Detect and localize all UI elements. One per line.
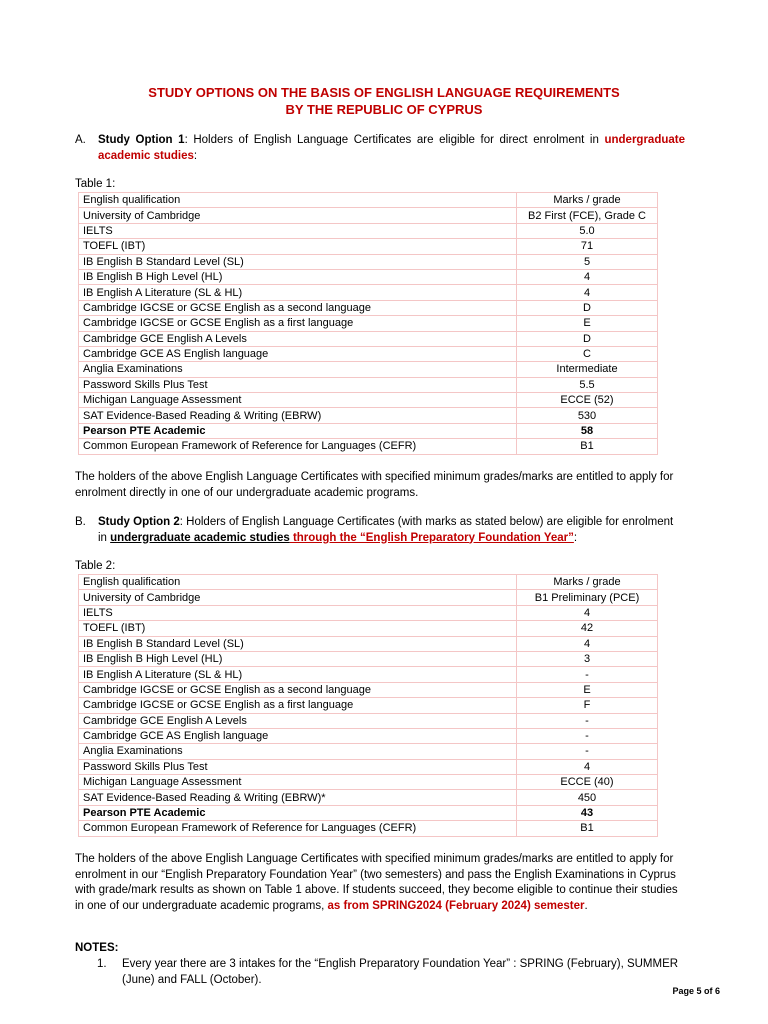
- mark-cell: 4: [517, 605, 658, 620]
- mark-cell: -: [517, 713, 658, 728]
- document-title: [0, 84, 768, 118]
- table-row: [79, 805, 658, 820]
- mark-cell: 42: [517, 621, 658, 636]
- qualification-cell: Common European Framework of Reference for Languages (CEFR): [79, 821, 517, 836]
- qualification-cell: Password Skills Plus Test: [79, 759, 517, 774]
- qualification-cell: Cambridge IGCSE or GCSE English as a first language: [79, 698, 517, 713]
- table-row: [79, 223, 658, 238]
- qualification-cell: TOEFL (IBT): [79, 239, 517, 254]
- option-b-underlined: undergraduate academic studies: [110, 531, 290, 544]
- mark-cell: ECCE (40): [517, 775, 658, 790]
- table-row: [79, 682, 658, 697]
- qualification-cell: IELTS: [79, 223, 517, 238]
- table2-label: Table 2:: [75, 560, 116, 572]
- mark-cell: 5: [517, 254, 658, 269]
- qualification-cell: Cambridge GCE English A Levels: [79, 331, 517, 346]
- option-a-marker: A.: [75, 134, 86, 146]
- paragraph-2-end: .: [584, 899, 588, 912]
- qualification-cell: Common European Framework of Reference for Languages (CEFR): [79, 439, 517, 454]
- table-row: [79, 636, 658, 651]
- qualification-cell: Michigan Language Assessment: [79, 393, 517, 408]
- qualification-cell: Cambridge GCE AS English language: [79, 346, 517, 361]
- table-row: [79, 316, 658, 331]
- paragraph-2: [75, 852, 685, 914]
- mark-cell: 5.5: [517, 377, 658, 392]
- qualification-cell: IELTS: [79, 605, 517, 620]
- table-row: [79, 698, 658, 713]
- title-line-2: BY THE REPUBLIC OF CYPRUS: [285, 102, 483, 117]
- table-row: [79, 651, 658, 666]
- table-row: [79, 300, 658, 315]
- mark-cell: Marks / grade: [517, 193, 658, 208]
- mark-cell: 71: [517, 239, 658, 254]
- option-b-end: :: [573, 531, 578, 544]
- qualification-cell: IB English A Literature (SL & HL): [79, 285, 517, 300]
- qualification-cell: IB English B High Level (HL): [79, 651, 517, 666]
- table-row: [79, 821, 658, 836]
- qualification-cell: IB English B Standard Level (SL): [79, 636, 517, 651]
- title-line-1: STUDY OPTIONS ON THE BASIS OF ENGLISH LANGUAGE REQUIREMENTS: [148, 85, 620, 100]
- table-row: [79, 439, 658, 454]
- study-option-2: [75, 515, 685, 546]
- mark-cell: D: [517, 331, 658, 346]
- qualification-cell: Cambridge IGCSE or GCSE English as a second language: [79, 682, 517, 697]
- table-1: [78, 192, 658, 455]
- qualification-cell: University of Cambridge: [79, 590, 517, 605]
- qualification-cell: English qualification: [79, 193, 517, 208]
- qualification-cell: Password Skills Plus Test: [79, 377, 517, 392]
- notes-item: [97, 957, 687, 988]
- mark-cell: 530: [517, 408, 658, 423]
- table-row: [79, 590, 658, 605]
- table-row: [79, 759, 658, 774]
- table-row: [79, 346, 658, 361]
- mark-cell: 5.0: [517, 223, 658, 238]
- qualification-cell: IB English B High Level (HL): [79, 269, 517, 284]
- paragraph-2-text: The holders of the above English Language Certificates with specified minimum grades/marks are entitled to apply for enrolment in our “English Preparatory Foundation Year” (two semesters) and pass the English Examinations in Cyprus with grade/mark results as shown on Table 1 above. If students succeed, they become eligible to continue their studies in one of our undergraduate academic programs,: [75, 853, 678, 912]
- option-a-label: Study Option 1: [98, 134, 185, 146]
- mark-cell: 4: [517, 759, 658, 774]
- table-row: [79, 362, 658, 377]
- table-row: [79, 239, 658, 254]
- notes-item-text: Every year there are 3 intakes for the “English Preparatory Foundation Year” : SPRING (February), SUMMER (June) and FALL (October).: [122, 958, 679, 986]
- mark-cell: -: [517, 728, 658, 743]
- table-header: [79, 193, 658, 208]
- mark-cell: B1: [517, 439, 658, 454]
- qualification-cell: IB English A Literature (SL & HL): [79, 667, 517, 682]
- paragraph-2-red: as from SPRING2024 (February 2024) semester: [327, 899, 585, 912]
- option-b-red: through the “English Preparatory Foundation Year”: [289, 531, 574, 544]
- mark-cell: B1 Preliminary (PCE): [517, 590, 658, 605]
- option-b-marker: B.: [75, 516, 86, 528]
- qualification-cell: SAT Evidence-Based Reading & Writing (EBRW)*: [79, 790, 517, 805]
- mark-cell: E: [517, 682, 658, 697]
- table-row: [79, 269, 658, 284]
- table-row: [79, 285, 658, 300]
- mark-cell: 450: [517, 790, 658, 805]
- table-row: [79, 775, 658, 790]
- qualification-cell: English qualification: [79, 575, 517, 590]
- table-row: [79, 605, 658, 620]
- qualification-cell: Cambridge IGCSE or GCSE English as a second language: [79, 300, 517, 315]
- mark-cell: F: [517, 698, 658, 713]
- mark-cell: ECCE (52): [517, 393, 658, 408]
- option-a-highlight: undergraduate academic studies: [98, 134, 685, 162]
- option-b-text: : Holders of English Language Certificates (with marks as stated below) are eligible for enrolment in: [98, 516, 674, 544]
- mark-cell: 58: [517, 423, 658, 438]
- notes-heading: NOTES:: [75, 942, 119, 954]
- qualification-cell: SAT Evidence-Based Reading & Writing (EBRW): [79, 408, 517, 423]
- study-option-1: [75, 133, 685, 164]
- qualification-cell: Anglia Examinations: [79, 744, 517, 759]
- option-b-label: Study Option 2: [98, 516, 180, 528]
- table-row: [79, 744, 658, 759]
- qualification-cell: Anglia Examinations: [79, 362, 517, 377]
- table-header: [79, 575, 658, 590]
- mark-cell: 4: [517, 269, 658, 284]
- mark-cell: 4: [517, 636, 658, 651]
- qualification-cell: Pearson PTE Academic: [79, 423, 517, 438]
- paragraph-1: The holders of the above English Language Certificates with specified minimum grades/marks are entitled to apply for enrolment directly in one of our undergraduate academic programs.: [75, 471, 674, 499]
- qualification-cell: Cambridge IGCSE or GCSE English as a first language: [79, 316, 517, 331]
- page-footer: Page 5 of 6: [672, 986, 720, 996]
- mark-cell: 43: [517, 805, 658, 820]
- mark-cell: Marks / grade: [517, 575, 658, 590]
- qualification-cell: TOEFL (IBT): [79, 621, 517, 636]
- mark-cell: -: [517, 667, 658, 682]
- qualification-cell: Cambridge GCE AS English language: [79, 728, 517, 743]
- mark-cell: C: [517, 346, 658, 361]
- table-row: [79, 790, 658, 805]
- mark-cell: E: [517, 316, 658, 331]
- mark-cell: 4: [517, 285, 658, 300]
- mark-cell: 3: [517, 651, 658, 666]
- qualification-cell: Cambridge GCE English A Levels: [79, 713, 517, 728]
- table-row: [79, 408, 658, 423]
- table-row: [79, 331, 658, 346]
- table-row: [79, 713, 658, 728]
- table1-label: Table 1:: [75, 178, 116, 190]
- table-row: [79, 423, 658, 438]
- qualification-cell: IB English B Standard Level (SL): [79, 254, 517, 269]
- mark-cell: -: [517, 744, 658, 759]
- mark-cell: Intermediate: [517, 362, 658, 377]
- notes-item-number: 1.: [97, 958, 107, 970]
- table-row: [79, 728, 658, 743]
- qualification-cell: University of Cambridge: [79, 208, 517, 223]
- table-row: [79, 377, 658, 392]
- option-a-end: :: [193, 149, 198, 162]
- table-row: [79, 621, 658, 636]
- table-2: [78, 574, 658, 837]
- option-a-text: : Holders of English Language Certificates are eligible for direct enrolment in: [184, 134, 605, 146]
- mark-cell: B1: [517, 821, 658, 836]
- table-row: [79, 254, 658, 269]
- table-row: [79, 667, 658, 682]
- qualification-cell: Michigan Language Assessment: [79, 775, 517, 790]
- table-row: [79, 393, 658, 408]
- mark-cell: D: [517, 300, 658, 315]
- qualification-cell: Pearson PTE Academic: [79, 805, 517, 820]
- table-row: [79, 208, 658, 223]
- mark-cell: B2 First (FCE), Grade C: [517, 208, 658, 223]
